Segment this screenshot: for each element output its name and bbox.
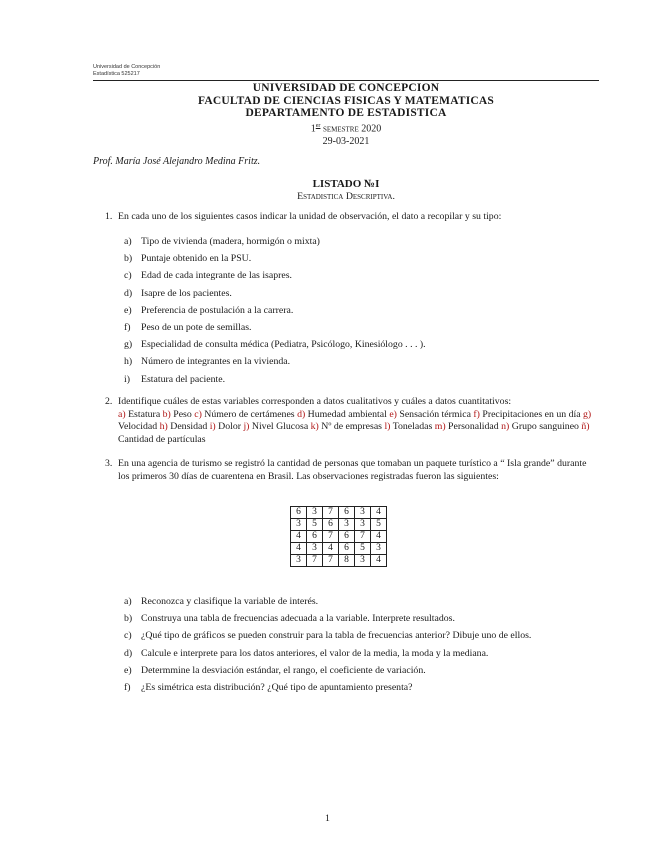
part-text: Nº de empresas bbox=[318, 421, 385, 433]
table-cell: 7 bbox=[323, 531, 339, 543]
question-number: 1. bbox=[105, 211, 113, 222]
semester-year: 2020 bbox=[361, 123, 382, 135]
table-cell: 4 bbox=[371, 531, 387, 543]
item-text: Edad de cada integrante de las isapres. bbox=[141, 270, 292, 282]
part-label: m) bbox=[434, 421, 446, 433]
table-cell: 6 bbox=[339, 531, 355, 543]
part-text: Grupo sanguineo bbox=[509, 421, 582, 433]
part-text: Velocidad bbox=[118, 421, 160, 433]
item-text: ¿Qué tipo de gráficos se pueden construir para la tabla de frecuencias anterior? Dibuje uno de ellos. bbox=[141, 630, 532, 642]
item-text: Isapre de los pacientes. bbox=[141, 287, 232, 299]
item-label: a) bbox=[124, 236, 132, 247]
question-text: En cada uno de los siguientes casos indicar la unidad de observación, el dato a recopilar y su tipo: bbox=[118, 211, 502, 222]
part-label: l) bbox=[384, 421, 391, 433]
item-label: d) bbox=[124, 647, 133, 659]
part-text: Toneladas bbox=[390, 421, 435, 433]
part-text: Número de certámenes bbox=[201, 408, 298, 420]
table-cell: 7 bbox=[355, 531, 371, 543]
list-item bbox=[124, 630, 594, 643]
part-text: Densidad bbox=[167, 421, 210, 433]
item-label: f) bbox=[124, 681, 131, 693]
item-text: Peso de un pote de semillas. bbox=[141, 321, 252, 333]
title-block bbox=[93, 82, 599, 148]
item-text: ¿Es simétrica esta distribución? ¿Qué tipo de apuntamiento presenta? bbox=[141, 681, 413, 693]
item-text: Número de integrantes en la vivienda. bbox=[141, 356, 291, 368]
part-text: Dolor bbox=[215, 421, 244, 433]
list-item bbox=[124, 339, 594, 352]
data-table bbox=[290, 506, 387, 567]
table-row bbox=[291, 555, 387, 567]
table-cell: 5 bbox=[355, 543, 371, 555]
table-cell: 4 bbox=[323, 543, 339, 555]
table-cell: 3 bbox=[307, 543, 323, 555]
professor-name: Prof. María José Alejandro Medina Fritz. bbox=[93, 156, 261, 167]
question-1-items bbox=[124, 236, 594, 386]
list-item bbox=[124, 356, 594, 369]
table-cell: 3 bbox=[355, 555, 371, 567]
part-text: Estatura bbox=[125, 408, 163, 420]
part-label: c) bbox=[194, 408, 202, 420]
semester-number: 1 bbox=[310, 123, 316, 135]
table-cell: 6 bbox=[339, 507, 355, 519]
item-label: i) bbox=[124, 373, 130, 385]
table-cell: 6 bbox=[307, 531, 323, 543]
part-label: b) bbox=[162, 408, 171, 420]
list-item bbox=[124, 253, 594, 266]
question-number: 3. bbox=[105, 458, 113, 469]
part-label: h) bbox=[159, 421, 168, 433]
table-cell: 5 bbox=[371, 519, 387, 531]
part-label: k) bbox=[310, 421, 319, 433]
item-label: e) bbox=[124, 304, 132, 316]
table-cell: 5 bbox=[307, 519, 323, 531]
question-intro: Identifique cuáles de estas variables corresponden a datos cualitativos y cuáles a datos cuantitativos: bbox=[118, 396, 512, 407]
table-cell: 6 bbox=[339, 543, 355, 555]
list-item bbox=[124, 682, 594, 695]
item-text: Puntaje obtenido en la PSU. bbox=[141, 253, 252, 265]
table-cell: 8 bbox=[339, 555, 355, 567]
part-label: f) bbox=[473, 408, 480, 420]
table-cell: 3 bbox=[339, 519, 355, 531]
list-item bbox=[124, 613, 594, 626]
question-3-items bbox=[124, 596, 594, 695]
table-row bbox=[291, 519, 387, 531]
item-text: Reconozca y clasifique la variable de interés. bbox=[141, 596, 319, 607]
question-2 bbox=[105, 396, 599, 446]
table-row bbox=[291, 543, 387, 555]
list-item bbox=[124, 236, 594, 249]
listado-title: LISTADO №I bbox=[312, 178, 380, 190]
item-text: Tipo de vivienda (madera, hormigón o mixta) bbox=[141, 236, 320, 247]
part-label: n) bbox=[501, 421, 510, 433]
item-label: b) bbox=[124, 613, 133, 625]
list-item bbox=[124, 648, 594, 661]
semester-word: semestre bbox=[322, 124, 359, 135]
list-item bbox=[124, 374, 594, 387]
table-cell: 3 bbox=[307, 507, 323, 519]
header-rule bbox=[93, 80, 599, 81]
listado-heading bbox=[93, 178, 599, 203]
question-3 bbox=[105, 458, 599, 483]
table-cell: 3 bbox=[355, 519, 371, 531]
table-cell: 4 bbox=[291, 543, 307, 555]
part-text: Personalidad bbox=[445, 421, 502, 433]
question-text: En una agencia de turismo se registró la cantidad de personas que tomaban un paquete turístico a “ Isla grande” durante los primeros 30 días de cuarentena en Brasil. Las observaciones registradas fueron las siguientes: bbox=[118, 458, 587, 482]
faculty-title: FACULTAD DE CIENCIAS FISICAS Y MATEMATICAS bbox=[197, 94, 495, 107]
table-cell: 3 bbox=[371, 543, 387, 555]
part-label: e) bbox=[389, 408, 397, 420]
item-text: Calcule e interprete para los datos anteriores, el valor de la media, la moda y la mediana. bbox=[141, 647, 489, 659]
question-number: 2. bbox=[105, 396, 113, 407]
table-cell: 7 bbox=[323, 507, 339, 519]
running-header bbox=[93, 64, 160, 78]
part-label: i) bbox=[209, 421, 216, 433]
part-label: d) bbox=[297, 408, 306, 420]
header-university: Universidad de Concepción bbox=[93, 64, 161, 70]
list-item bbox=[124, 322, 594, 335]
list-item bbox=[124, 596, 594, 609]
table-cell: 4 bbox=[371, 555, 387, 567]
semester-line bbox=[93, 120, 599, 136]
item-text: Preferencia de postulación a la carrera. bbox=[141, 304, 294, 316]
part-text: Humedad ambiental bbox=[305, 408, 390, 420]
table-cell: 4 bbox=[291, 531, 307, 543]
department-title: DEPARTAMENTO DE ESTADISTICA bbox=[245, 107, 447, 120]
page-number: 1 bbox=[325, 813, 330, 824]
table-cell: 4 bbox=[371, 507, 387, 519]
list-item bbox=[124, 270, 594, 283]
question-1 bbox=[105, 211, 599, 224]
item-label: d) bbox=[124, 287, 133, 299]
part-text: Precipitaciones en un día bbox=[479, 408, 584, 420]
item-label: e) bbox=[124, 664, 132, 676]
item-label: c) bbox=[124, 630, 132, 642]
question-text bbox=[118, 396, 599, 446]
item-label: a) bbox=[124, 596, 132, 607]
table-cell: 3 bbox=[291, 519, 307, 531]
part-label: g) bbox=[583, 408, 592, 420]
table-cell: 7 bbox=[307, 555, 323, 567]
table-cell: 6 bbox=[323, 519, 339, 531]
listado-subtitle: Estadistica Descriptiva. bbox=[297, 191, 395, 202]
list-item bbox=[124, 305, 594, 318]
item-text: Especialidad de consulta médica (Pediatra, Psicólogo, Kinesiólogo . . . ). bbox=[141, 339, 426, 351]
list-item bbox=[124, 665, 594, 678]
item-text: Construya una tabla de frecuencias adecuada a la variable. Interprete resultados. bbox=[141, 613, 455, 625]
table-cell: 6 bbox=[291, 507, 307, 519]
part-label: j) bbox=[243, 421, 250, 433]
header-course: Estadística 525217 bbox=[93, 71, 140, 77]
semester-superscript: er bbox=[315, 122, 321, 129]
item-text: Determmine la desviación estándar, el rango, el coeficiente de variación. bbox=[141, 664, 426, 676]
part-label: ñ) bbox=[581, 421, 590, 433]
part-text: Cantidad de partículas bbox=[118, 433, 206, 445]
university-title: UNIVERSIDAD DE CONCEPCION bbox=[252, 82, 440, 94]
table-cell: 3 bbox=[291, 555, 307, 567]
item-label: b) bbox=[124, 253, 133, 265]
part-text: Nivel Glucosa bbox=[249, 421, 311, 433]
table-row bbox=[291, 531, 387, 543]
item-text: Estatura del paciente. bbox=[141, 373, 226, 385]
table-cell: 7 bbox=[323, 555, 339, 567]
table-row bbox=[291, 507, 387, 519]
item-label: g) bbox=[124, 339, 133, 351]
part-label: a) bbox=[118, 408, 126, 420]
part-text: Peso bbox=[170, 408, 195, 420]
item-label: c) bbox=[124, 270, 132, 282]
part-text: Sensación térmica bbox=[396, 408, 474, 420]
list-item bbox=[124, 288, 594, 301]
table-cell: 3 bbox=[355, 507, 371, 519]
document-date: 29-03-2021 bbox=[322, 135, 370, 147]
item-label: h) bbox=[124, 356, 133, 368]
item-label: f) bbox=[124, 321, 131, 333]
